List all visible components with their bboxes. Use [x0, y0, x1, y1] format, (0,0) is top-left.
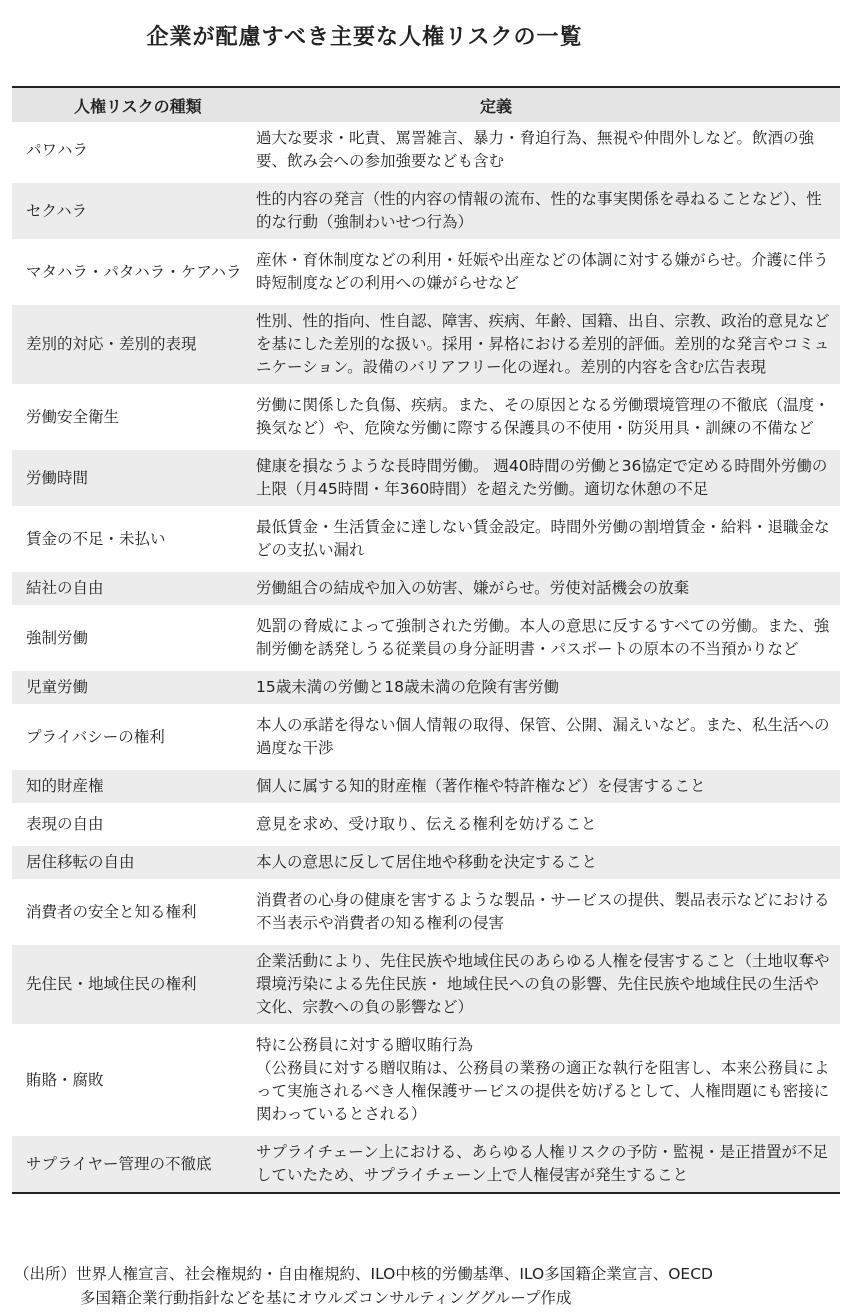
table-row: [12, 570, 840, 608]
risk-type-cell: パワハラ: [12, 122, 252, 181]
source-line-2: 多国籍企業行動指針などを基にオウルズコンサルティンググループ作成: [80, 1289, 572, 1307]
risk-type-cell: サプライヤー管理の不徹底: [12, 1134, 252, 1194]
risk-type-cell: 労働安全衛生: [12, 387, 252, 448]
risk-type-cell: 表現の自由: [12, 806, 252, 844]
table-row: [12, 387, 840, 448]
table-header: [12, 87, 840, 122]
risk-type-cell: セクハラ: [12, 181, 252, 242]
risk-type-cell: 児童労働: [12, 669, 252, 707]
risk-type-cell: マタハラ・パタハラ・ケアハラ: [12, 242, 252, 303]
table-row: [12, 669, 840, 707]
risk-definition-cell: 意見を求め、受け取り、伝える権利を妨げること: [252, 806, 840, 844]
risk-type-cell: 先住民・地域住民の権利: [12, 943, 252, 1027]
table-row: [12, 122, 840, 181]
table-row: [12, 707, 840, 768]
table-row: [12, 844, 840, 882]
risk-type-cell: 知的財産権: [12, 768, 252, 806]
human-rights-risk-table: [12, 86, 840, 1194]
table-row: [12, 608, 840, 669]
column-header-type: 人権リスクの種類: [12, 87, 252, 122]
table-body: [12, 122, 840, 1193]
risk-definition-cell: サプライチェーン上における、あらゆる人権リスクの予防・監視・是正措置が不足していたため、サプライチェーン上で人権侵害が発生すること: [252, 1134, 840, 1194]
table-row: [12, 242, 840, 303]
risk-definition-cell: 最低賃金・生活賃金に達しない賃金設定。時間外労働の割増賃金・給料・退職金などの支払い漏れ: [252, 509, 840, 570]
column-header-definition: 定義: [252, 87, 840, 122]
table-row: [12, 768, 840, 806]
risk-type-cell: 消費者の安全と知る権利: [12, 882, 252, 943]
risk-type-cell: 労働時間: [12, 448, 252, 509]
risk-definition-cell: 過大な要求・叱責、罵詈雑言、暴力・脅迫行為、無視や仲間外しなど。飲酒の強要、飲み会への参加強要なども含む: [252, 122, 840, 181]
risk-definition-cell: 本人の承諾を得ない個人情報の取得、保管、公開、漏えいなど。また、私生活への過度な干渉: [252, 707, 840, 768]
risk-type-cell: 賄賂・腐敗: [12, 1027, 252, 1134]
risk-definition-cell: 消費者の心身の健康を害するような製品・サービスの提供、製品表示などにおける不当表示や消費者の知る権利の侵害: [252, 882, 840, 943]
table-row: [12, 303, 840, 387]
risk-definition-cell: 健康を損なうような長時間労働。 週40時間の労働と36協定で定める時間外労働の上限（月45時間・年360時間）を超えた労働。適切な休憩の不足: [252, 448, 840, 509]
source-line-1: （出所）世界人権宣言、社会権規約・自由権規約、ILO中核的労働基準、ILO多国籍企業宣言、OECD: [14, 1265, 713, 1283]
table-row: [12, 1134, 840, 1194]
table-row: [12, 806, 840, 844]
risk-definition-cell: 労働に関係した負傷、疾病。また、その原因となる労働環境管理の不徹底（温度・換気など）や、危険な労働に際する保護具の不使用・防災用具・訓練の不備など: [252, 387, 840, 448]
risk-definition-cell: 個人に属する知的財産権（著作権や特許権など）を侵害すること: [252, 768, 840, 806]
table-row: [12, 882, 840, 943]
risk-definition-cell: 性別、性的指向、性自認、障害、疾病、年齢、国籍、出自、宗教、政治的意見などを基にした差別的な扱い。採用・昇格における差別的評価。差別的な発言やコミュニケーション。設備のバリアフリー化の遅れ。差別的内容を含む広告表現: [252, 303, 840, 387]
risk-definition-cell: 処罰の脅威によって強制された労働。本人の意思に反するすべての労働。また、強制労働を誘発しうる従業員の身分証明書・パスポートの原本の不当預かりなど: [252, 608, 840, 669]
source-note: [14, 1262, 844, 1310]
page-title: 企業が配慮すべき主要な人権リスクの一覧: [146, 25, 583, 50]
risk-type-cell: プライバシーの権利: [12, 707, 252, 768]
risk-definition-cell: 本人の意思に反して居住地や移動を決定すること: [252, 844, 840, 882]
table-row: [12, 943, 840, 1027]
risk-definition-cell: 特に公務員に対する贈収賄行為 （公務員に対する贈収賄は、公務員の業務の適正な執行を阻害し、本来公務員によって実施されるべき人権保護サービスの提供を妨げるとして、人権問題にも密接に関わっているとされる）: [252, 1027, 840, 1134]
table-row: [12, 1027, 840, 1134]
risk-definition-cell: 産休・育休制度などの利用・妊娠や出産などの体調に対する嫌がらせ。介護に伴う時短制度などの利用への嫌がらせなど: [252, 242, 840, 303]
risk-type-cell: 結社の自由: [12, 570, 252, 608]
risk-definition-cell: 労働組合の結成や加入の妨害、嫌がらせ。労使対話機会の放棄: [252, 570, 840, 608]
table-row: [12, 509, 840, 570]
table-row: [12, 448, 840, 509]
risk-type-cell: 居住移転の自由: [12, 844, 252, 882]
risk-type-cell: 賃金の不足・未払い: [12, 509, 252, 570]
risk-definition-cell: 15歳未満の労働と18歳未満の危険有害労働: [252, 669, 840, 707]
table-row: [12, 181, 840, 242]
risk-type-cell: 差別的対応・差別的表現: [12, 303, 252, 387]
risk-type-cell: 強制労働: [12, 608, 252, 669]
risk-definition-cell: 性的内容の発言（性的内容の情報の流布、性的な事実関係を尋ねることなど）、性的な行動（強制わいせつ行為）: [252, 181, 840, 242]
risk-definition-cell: 企業活動により、先住民族や地域住民のあらゆる人権を侵害すること（土地収奪や環境汚染による先住民族・ 地域住民への負の影響、先住民族や地域住民の生活や文化、宗教への負の影響など）: [252, 943, 840, 1027]
